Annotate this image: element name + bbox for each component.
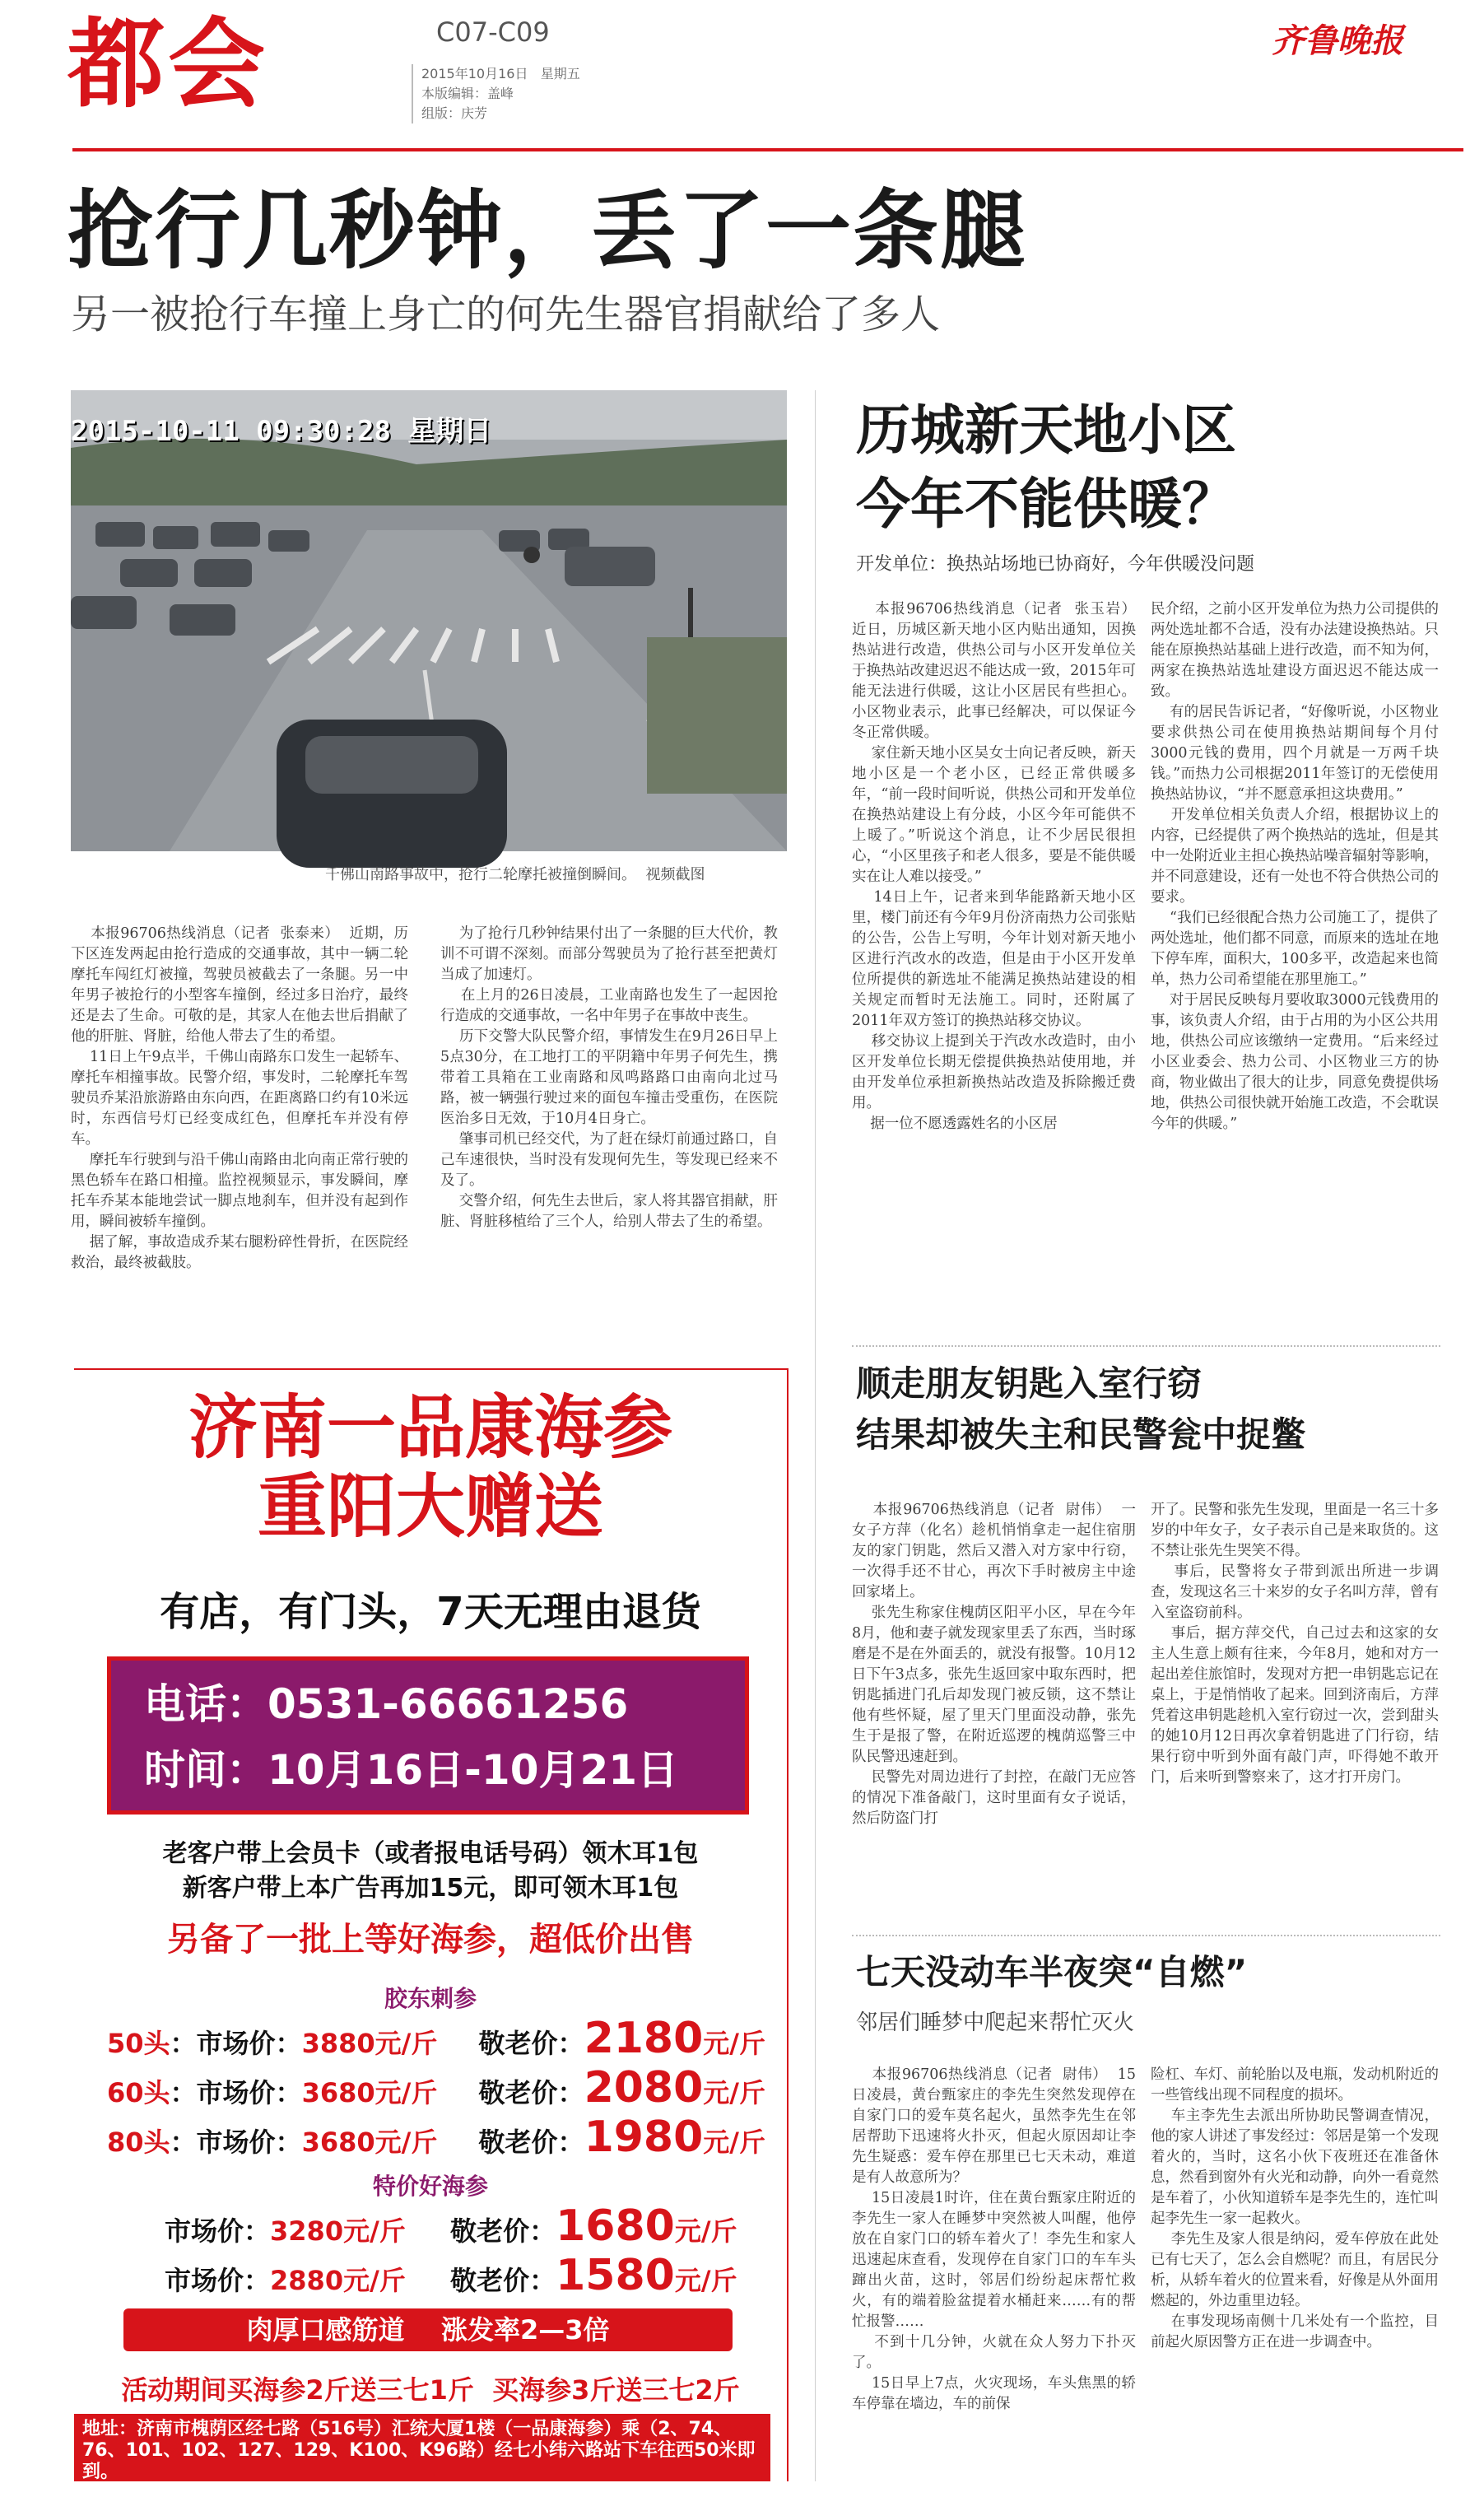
ad-row-head: 50头: [107, 2028, 170, 2059]
ad-offer2: 新客户带上本广告再加15元，即可领木耳1包: [182, 1874, 679, 1903]
ad-row-market-label: 市场价：: [165, 2265, 271, 2296]
column-divider: [815, 390, 816, 2481]
date: 2015年10月16日: [421, 66, 528, 82]
ad-phone: 电话：0531-66661256: [144, 1680, 629, 1728]
ad-row-head: 80头: [107, 2127, 170, 2158]
advertisement: [74, 1368, 789, 2481]
ad-row-unit: 元/斤: [343, 2215, 406, 2247]
ad-row-unit: 元/斤: [343, 2265, 406, 2296]
masthead: [0, 0, 1484, 165]
ad-price-row: [107, 2014, 765, 2063]
ad-row-senior-label: 敬老价：: [478, 2127, 584, 2158]
ad-title2: 重阳大赠送: [257, 1466, 603, 1547]
story4-col1: 本报96706热线消息（记者 尉伟） 15日凌晨，黄台甄家庄的李先生突然发现停在自家门口的爱车莫名起火，虽然李先生在邻居帮助下迅速将火扑灭，但起火原因却让李先生疑惑：爱车停在那里已七天未动，难道是有人故意所为？ 15日凌晨1时许，住在黄台甄家庄附近的李先生一家人在睡梦中突然被人叫醒，他停放在自家门口的轿车着火了！李先生和家人迅速起床查看，发现停在自家门口的车车头蹿出火苗，这时，邻居们纷纷起床帮忙救火，有的端着脸盆提着水桶赶来……有的帮忙报警…… 不到十几分钟，火就在众人努力下扑灭了。 15日早上7点，火灾现场，车头焦黑的轿车停靠在墙边，车的前保: [852, 2066, 1136, 2412]
ad-row-senior: 1680: [556, 2201, 675, 2251]
ad-price-list2: [165, 2201, 774, 2300]
story4-col2: 险杠、车灯、前轮胎以及电瓶，发动机附近的一些管线出现不同程度的损坏。 车主李先生去派出所协助民警调查情况，他的家人讲述了事发经过：邻居是第一个发现着火的，当时，这名小伙下夜班还在准备休息，然看到窗外有火光和动静，向外一看竟然是车着了，小伙知道轿车是李先生的，连忙叫起李先生一家一起救火。 李先生及家人很是纳闷，爱车停放在此处已有七天了，怎么会自燃呢？而且，有居民分析，从轿车着火的位置来看，好像是从外面用燃起的，外边重里边轻。 在事发现场南侧十几米处有一个监控，目前起火原因警方正在进一步调查中。: [1151, 2066, 1439, 2350]
ad-promo: 活动期间买海参2斤送三七1斤 买海参3斤送三七2斤: [121, 2374, 740, 2406]
traffic-scene-image: [71, 390, 787, 851]
story2-col1: 本报96706热线消息（记者 张玉岩） 近日，历城区新天地小区内贴出通知，因换热站进行改造，供热公司与小区开发单位关于换热站改建迟迟不能达成一致，2015年可能无法进行供暖，这让小区居民有些担心。小区物业表示，此事已经解决，可以保证今冬正常供暖。 家住新天地小区吴女士向记者反映，新天地小区是一个老小区，已经正常供暖多年，“前一段时间听说，供热公司和开发单位在换热站建设上有分歧，小区今年可能供不上暖了。”听说这个消息，让不少居民很担心，“小区里孩子和老人很多，要是不能供暖实在让人难以接受。” 14日上午，记者来到华能路新天地小区里，楼门前还有今年9月份济南热力公司张贴的公告，公告上写明，今年计划对新天地小区进行汽改水的改造，但是由于小区开发单位所提供的新选址不能满足换热站建设的相关规定而暂时无法施工。同时，还附属了2011年双方签订的换热站移交协议。 移交协议上提到关于汽改水改造时，由小区开发单位长期无偿提供换热站使用地，并由开发单位承担新换热站改造及拆除搬迁费用。 据一位不愿透露姓名的小区居: [852, 601, 1136, 1132]
story2-headline: [856, 394, 1236, 542]
weekday: 星期五: [540, 66, 580, 82]
ad-row-market: 3680: [301, 2127, 375, 2158]
ad-special: 另备了一批上等好海参，超低价出售: [167, 1921, 694, 1959]
story2-headline-line2: 今年不能供暖？: [856, 473, 1236, 536]
ad-row-unit2: 元/斤: [703, 2077, 765, 2108]
story3-col1: 本报96706热线消息（记者 尉伟） 一女子方萍（化名）趁机悄悄拿走一起住宿朋友的家门钥匙，然后又潜入对方家中行窃，一次得手还不甘心，再次下手时被房主中途回家堵上。 张先生称家住槐荫区阳平小区，早在今年8月，他和妻子就发现家里丢了东西，当时琢磨是不是在外面丢的，就没有报警。10月12日下午3点多，张先生返回家中取东西时，把钥匙插进门孔后却发现门被反锁，这不禁让他有些怀疑，屋了里天门里面没动静，张先生于是报了警，在附近巡逻的槐荫巡警三中队民警迅速赶到。 民警先对周边进行了封控，在敲门无应答的情况下准备敲门，这时里面有女子说话，然后防盗门打: [852, 1502, 1136, 1827]
ad-row-senior-label: 敬老价：: [450, 2215, 556, 2247]
ad-row-market: 2880: [270, 2265, 344, 2296]
ad-offer1: 老客户带上会员卡（或者报电话号码）领木耳1包: [162, 1839, 699, 1868]
photo-caption: 千佛山南路事故中，抢行二轮摩托被撞倒瞬间。 视频截图: [325, 866, 705, 883]
lead-headline: 抢行几秒钟，丢了一条腿: [67, 180, 1028, 281]
story3-col2: 开了。民警和张先生发现，里面是一名三十多岁的中年女子，女子表示自己是来取货的。这不禁让张先生哭笑不得。 事后，民警将女子带到派出所进一步调查，发现这名三十来岁的女子名叫方萍，曾有入室盗窃前科。 事后，据方萍交代，自己过去和这家的女主人生意上颇有往来，今年8月，她和对方一起出差住旅馆时，发现对方把一串钥匙忘记在桌上，于是悄悄收了起来。回到济南后，方萍凭着这串钥匙趁机入室行窃过一次，尝到甜头的她10月12日再次拿着钥匙进了门行窃，结果行窃中听到外面有敲门声，吓得她不敢开门，后来听到警察来了，这才打开房门。: [1151, 1502, 1439, 1786]
ad-row-unit: 元/斤: [374, 2077, 438, 2108]
story3-headline-line2: 结果却被失主和民警瓮中捉鳖: [856, 1414, 1306, 1455]
ad-row-unit: 元/斤: [374, 2127, 438, 2158]
ad-row-unit2: 元/斤: [703, 2028, 765, 2059]
story4-subtitle: 邻居们睡梦中爬起来帮忙灭火: [856, 2010, 1135, 2035]
date-info: [412, 64, 580, 123]
ad-time: 时间：10月16日-10月21日: [144, 1746, 679, 1794]
story4-headline: 七天没动车半夜突“自燃”: [856, 1952, 1248, 1992]
ad-row-senior-label: 敬老价：: [478, 2077, 584, 2108]
ad-row-market: 3680: [301, 2077, 375, 2108]
ad-row-unit2: 元/斤: [674, 2215, 737, 2247]
ad-row-senior: 1580: [556, 2251, 675, 2300]
ad-price-row: [107, 2113, 765, 2162]
masthead-rule: [72, 148, 1463, 151]
story2-headline-line1: 历城新天地小区: [856, 398, 1236, 462]
ad-row-unit: 元/斤: [374, 2028, 438, 2059]
ad-row-market: 3880: [301, 2028, 375, 2059]
ad-price-row: [165, 2201, 774, 2251]
ad-price-row: [107, 2063, 765, 2113]
ad-row-head: 60头: [107, 2077, 170, 2108]
ad-slogan: 有店，有门头，7天无理由退货: [160, 1589, 701, 1635]
lead-article-col2: 为了抢行几秒钟结果付出了一条腿的巨大代价，教训不可谓不深刻。而部分驾驶员为了抢行甚至把黄灯当成了加速灯。 在上月的26日凌晨，工业南路也发生了一起因抢行造成的交通事故，一名中年男子在事故中丧生。 历下交警大队民警介绍，事情发生在9月26日早上5点30分，在工地打工的平阴籍中年男子何先生，携带着工具箱在工业南路和凤鸣路路口由南向北过马路，被一辆强行驶过来的面包车撞击受重伤，在医院医治多日无效，于10月4日身亡。 肇事司机已经交代，为了赶在绿灯前通过路口，自己车速很快，当时没有发现何先生，等发现已经来不及了。 交警介绍，何先生去世后，家人将其器官捐献，肝脏、肾脏移植给了三个人，给别人带去了生的希望。: [440, 925, 778, 1230]
ad-address: 地址：济南市槐荫区经七路（516号）汇统大厦1楼（一品康海参）乘（2、74、76、101、102、127、129、K100、K96路）经七小纬六路站下车往西50米即到。: [74, 2414, 770, 2481]
ad-row-market-label: ：市场价：: [170, 2028, 302, 2059]
ad-row-senior-label: 敬老价：: [450, 2265, 556, 2296]
ad-row-market-label: ：市场价：: [170, 2127, 302, 2158]
story2-col2: 民介绍，之前小区开发单位为热力公司提供的两处选址都不合适，没有办法建设换热站。只能在原换热站基础上进行改造，而不知为何，两家在换热站选址建设方面迟迟不能达成一致。 有的居民告诉记者，“好像听说，小区物业要求供热公司在使用换热站期间每个月付3000元钱的费用，四个月就是一万两千块钱。”而热力公司根据2011年签订的无偿使用换热站协议，“并不愿意承担这块费用。” 开发单位相关负责人介绍，根据协议上的内容，已经提供了两个换热站的选址，但是其中一处附近业主担心换热站噪音辐射等影响，并不同意建设，还有一处也不符合供热公司的要求。 “我们已经很配合热力公司施工了，提供了两处选址，他们都不同意，而原来的选址在地下停车库，面积大，100多平，改造起来也简单，热力公司希望能在那里施工。” 对于居民反映每月要收取3000元钱费用的事，该负责人介绍，由于占用的为小区公共用地，供热公司应该缴纳一定费用。“后来经过小区业委会、热力公司、小区物业三方的协商，物业做出了很大的让步，同意免费提供场地，供热公司很快就开始施工改造，不会耽误今年的供暖。”: [1151, 601, 1439, 1132]
story3-headline: [856, 1358, 1305, 1460]
pages-label: C07-C09: [436, 16, 550, 48]
editor: 本版编辑：盖峰: [421, 86, 514, 101]
ad-contact-box: [107, 1656, 749, 1815]
ad-row-unit2: 元/斤: [703, 2127, 765, 2158]
story2-subtitle: 开发单位：换热站场地已协商好，今年供暖没问题: [856, 554, 1255, 575]
ad-row-market: 3280: [270, 2215, 344, 2247]
ad-price-row: [165, 2251, 774, 2300]
ad-row-unit2: 元/斤: [674, 2265, 737, 2296]
layout-credit: 组版：庆芳: [421, 105, 488, 121]
ad-row-senior: 2180: [584, 2014, 704, 2063]
ad-price-list1: [107, 2014, 765, 2162]
lead-subtitle: 另一被抢行车撞上身亡的何先生器官捐献给了多人: [71, 291, 941, 338]
lead-article-col1: 本报96706热线消息（记者 张泰来） 近期，历下区连发两起由抢行造成的交通事故，其中一辆二轮摩托车闯红灯被撞，驾驶员被截去了一条腿。另一中年男子被抢行的小型客车撞倒，经过多日治疗，最终还是去了生命。可敬的是，其家人在他去世后捐献了他的肝脏、肾脏，给他人带去了生的希望。 11日上午9点半，千佛山南路东口发生一起轿车、摩托车相撞事故。民警介绍，事发时，二轮摩托车驾驶员乔某沿旅游路由东向西，在距离路口约有10米远时，东西信号灯已经变成红色，但摩托车并没有停车。 摩托车行驶到与沿千佛山南路由北向南正常行驶的黑色轿车在路口相撞。监控视频显示，事发瞬间，摩托车乔某本能地尝试一脚点地刹车，但并没有起到作用，瞬间被轿车撞倒。 据了解，事故造成乔某右腿粉碎性骨折，在医院经救治，最终被截肢。: [71, 925, 408, 1271]
divider-story2: [852, 1345, 1440, 1347]
ad-row-market-label: 市场价：: [165, 2215, 271, 2247]
ad-title1: 济南一品康海参: [188, 1387, 672, 1468]
ad-row-senior-label: 敬老价：: [478, 2028, 584, 2059]
paper-logo: 齐鲁晚报: [1272, 21, 1403, 60]
lead-photo: [71, 390, 787, 851]
story3-headline-line1: 顺走朋友钥匙入室行窃: [856, 1363, 1203, 1404]
ad-row-senior: 2080: [584, 2063, 704, 2113]
ad-section1-title: 胶东刺参: [384, 1985, 477, 2012]
ad-section2-title: 特价好海参: [372, 2173, 488, 2200]
ad-row-market-label: ：市场价：: [170, 2077, 302, 2108]
divider-story3: [852, 1935, 1440, 1936]
ad-row-senior: 1980: [584, 2113, 704, 2162]
ad-banner: 肉厚口感筋道 涨发率2—3倍: [123, 2308, 733, 2351]
section-title: 都会: [67, 7, 269, 121]
video-timestamp: 2015-10-11 09:30:28 星期日: [71, 415, 492, 448]
